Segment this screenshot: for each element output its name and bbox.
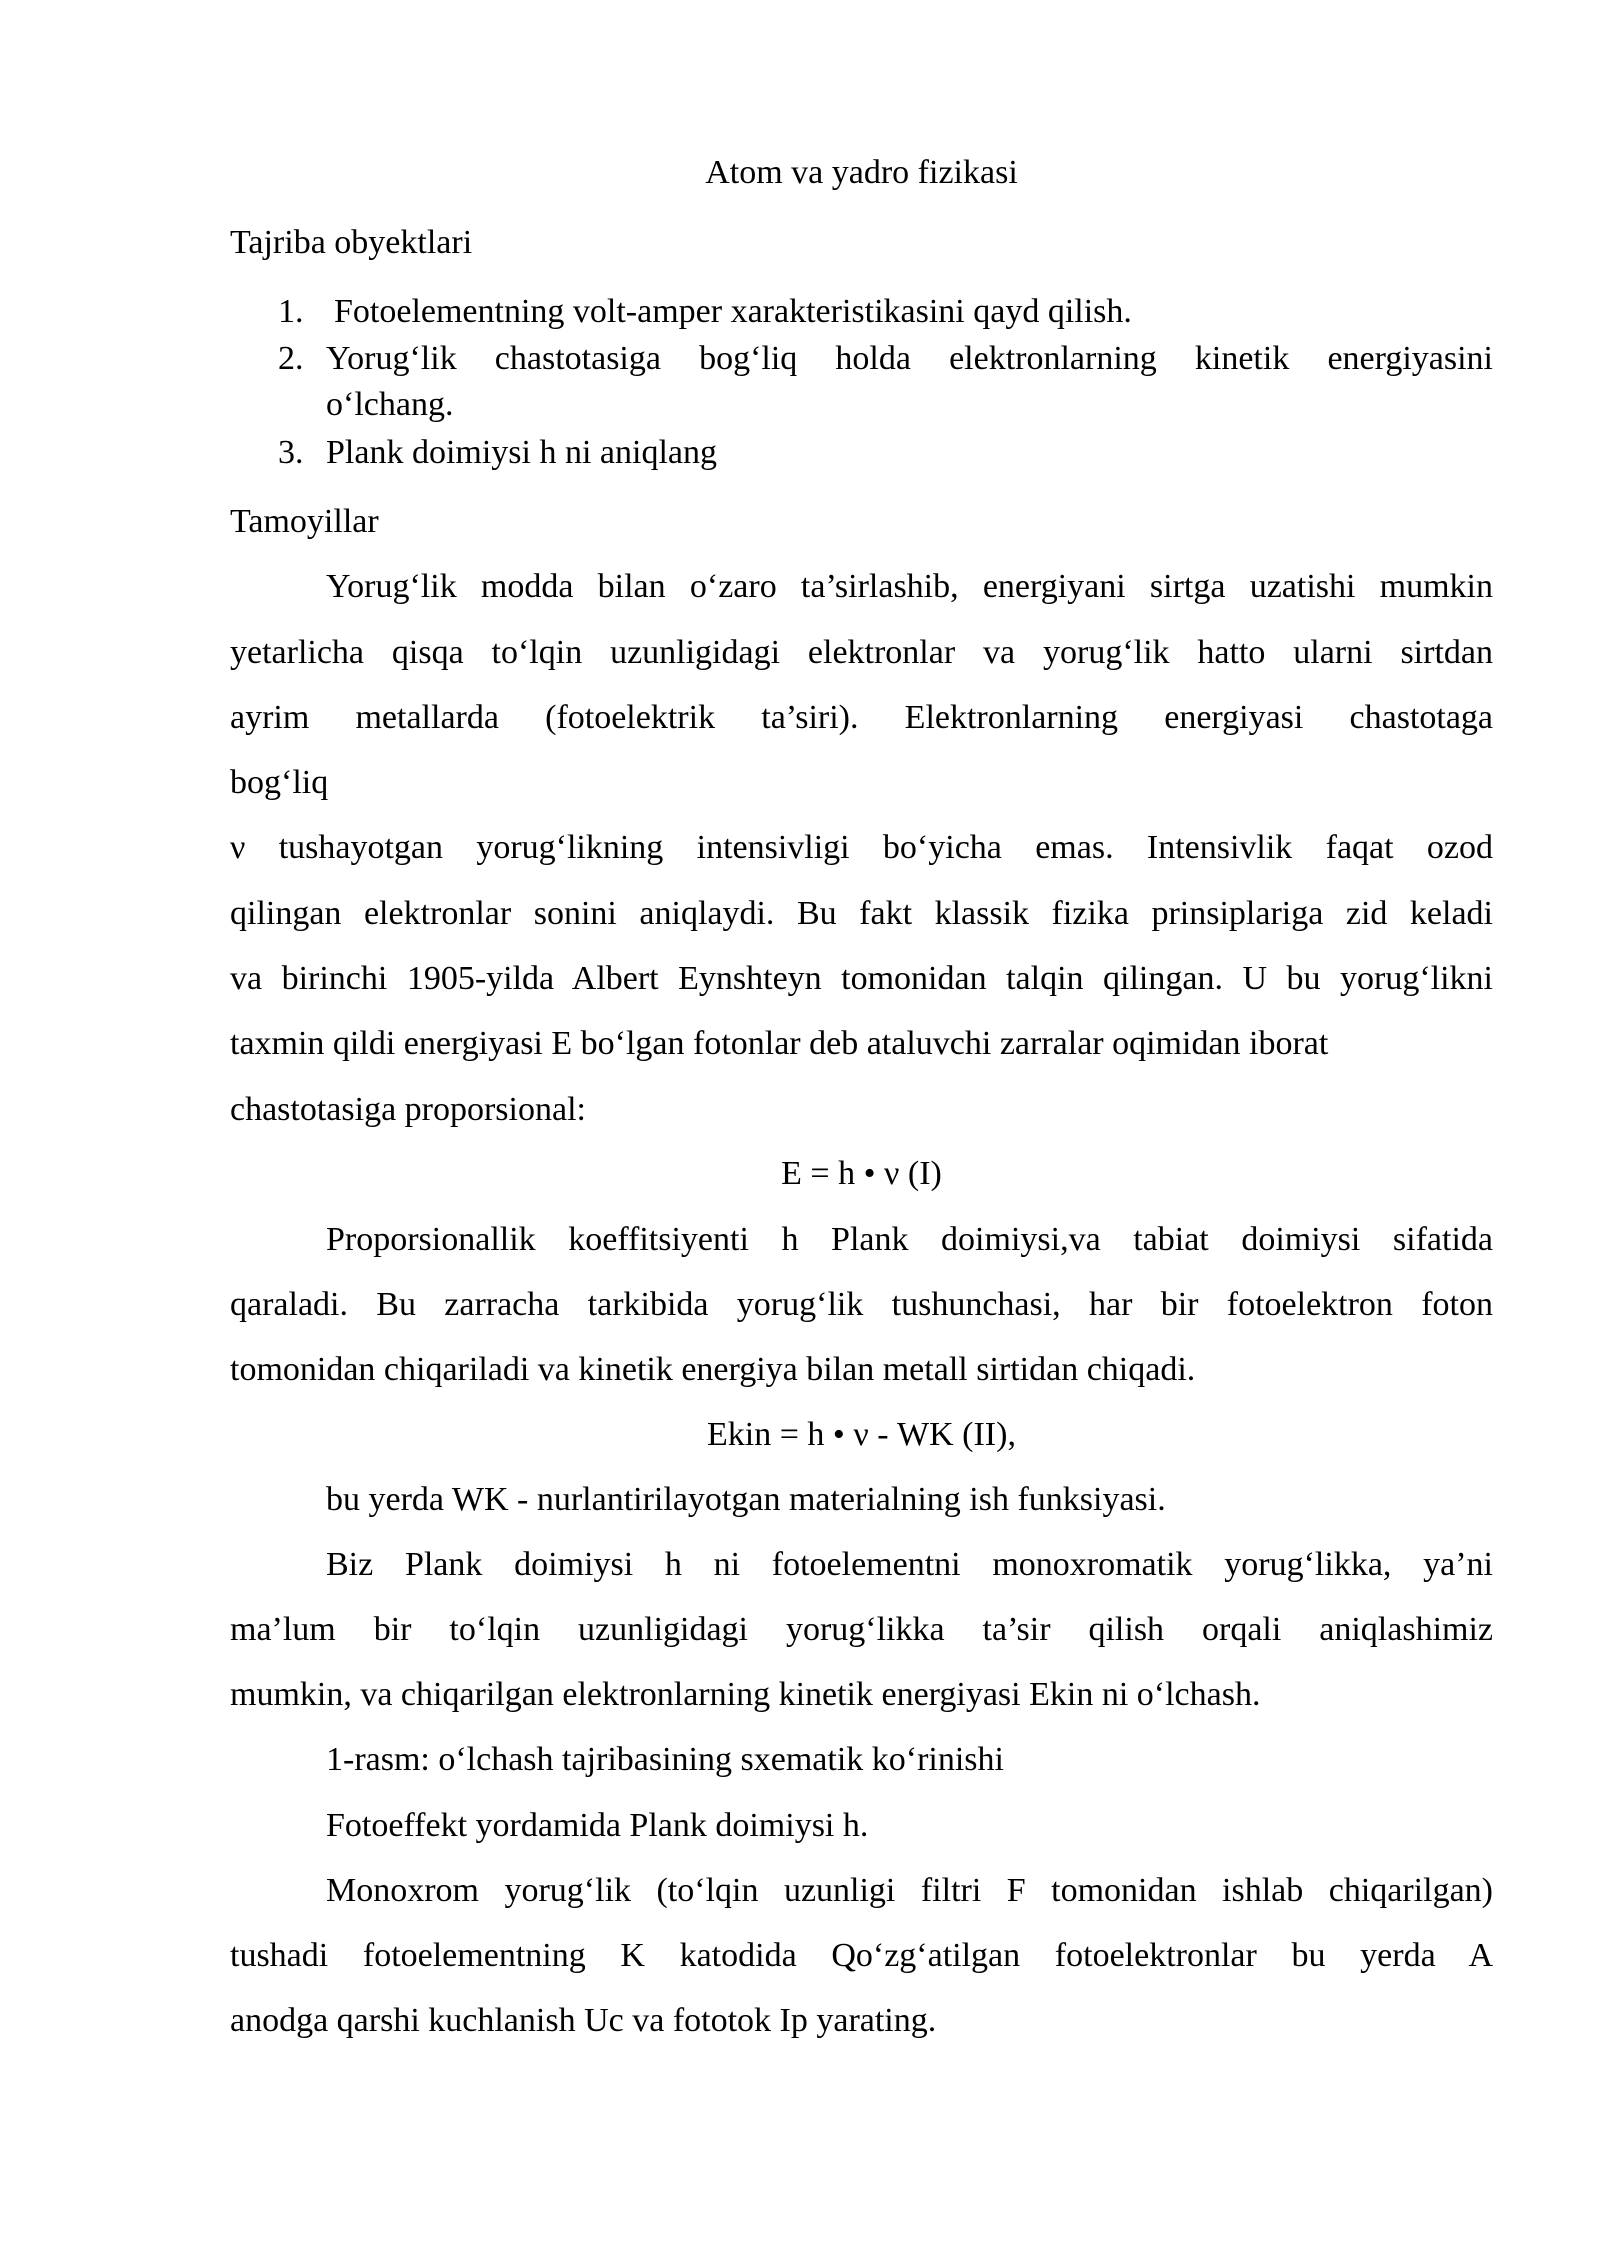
paragraph-line: qilingan elektronlar sonini aniqlaydi. Bu fakt klassik fizika prinsiplariga zid keladi (230, 895, 1493, 932)
list-item-continued: o‘lchang. (326, 386, 454, 423)
section-heading-objects: Tajriba obyektlari (230, 224, 473, 261)
list-item: Yorug‘lik chastotasiga bog‘liq holda elektronlarning kinetik energiyasini (326, 340, 1493, 377)
paragraph-line: mumkin, va chiqarilgan elektronlarning kinetik energiyasi Ekin ni o‘lchash. (230, 1676, 1261, 1713)
paragraph-line: ayrim metallarda (fotoelektrik ta’siri). Elektronlarning energiyasi chastotaga (230, 699, 1493, 736)
paragraph-line: Proporsionallik koeffitsiyenti h Plank doimiysi,va tabiat doimiysi sifatida (326, 1221, 1493, 1258)
list-number: 1. (278, 293, 304, 330)
equation-2: Ekin = h • ν - WK (II), (707, 1416, 1016, 1453)
paragraph-line: yetarlicha qisqa to‘lqin uzunligidagi elektronlar va yorug‘lik hatto ularni sirtdan (230, 634, 1493, 671)
paragraph-line: taxmin qildi energiyasi E bo‘lgan fotonlar deb ataluvchi zarralar oqimidan iborat (230, 1025, 1329, 1062)
paragraph-line: Yorug‘lik modda bilan o‘zaro ta’sirlashib, energiyani sirtga uzatishi mumkin (326, 568, 1493, 605)
paragraph-line: qaraladi. Bu zarracha tarkibida yorug‘lik tushunchasi, har bir fotoelektron foton (230, 1286, 1493, 1323)
paragraph-line: Biz Plank doimiysi h ni fotoelementni monoxromatik yorug‘likka, ya’ni (326, 1546, 1493, 1583)
paragraph-line: va birinchi 1905-yilda Albert Eynshteyn tomonidan talqin qilingan. U bu yorug‘likni (230, 960, 1493, 997)
paragraph-line: Monoxrom yorug‘lik (to‘lqin uzunligi filtri F tomonidan ishlab chiqarilgan) (326, 1872, 1493, 1909)
paragraph-line: tushadi fotoelementning K katodida Qo‘zg‘atilgan fotoelektronlar bu yerda A (230, 1937, 1493, 1974)
figure-caption: 1-rasm: o‘lchash tajribasining sxematik ko‘rinishi (326, 1741, 1004, 1778)
page-title: Atom va yadro fizikasi (705, 154, 1018, 191)
list-number: 3. (278, 434, 304, 471)
paragraph-line: anodga qarshi kuchlanish Uc va fototok Ip yarating. (230, 2002, 937, 2039)
list-item: Fotoelementning volt-amper xarakteristikasini qayd qilish. (334, 293, 1132, 330)
equation-1: E = h • ν (I) (781, 1155, 942, 1192)
paragraph-line: tomonidan chiqariladi va kinetik energiya bilan metall sirtidan chiqadi. (230, 1351, 1196, 1388)
paragraph-line: chastotasiga proporsional: (230, 1091, 586, 1128)
figure-caption-subtitle: Fotoeffekt yordamida Plank doimiysi h. (326, 1807, 869, 1844)
paragraph-line: bog‘liq (230, 764, 329, 801)
paragraph-line: ν tushayotgan yorug‘likning intensivligi bo‘yicha emas. Intensivlik faqat ozod (230, 829, 1493, 866)
paragraph-line: ma’lum bir to‘lqin uzunligidagi yorug‘likka ta’sir qilish orqali aniqlashimiz (230, 1611, 1493, 1648)
list-item: Plank doimiysi h ni aniqlang (326, 434, 717, 471)
list-number: 2. (278, 340, 304, 377)
section-heading-principles: Tamoyillar (230, 503, 379, 540)
paragraph-3: bu yerda WK - nurlantirilayotgan materialning ish funksiyasi. (326, 1481, 1166, 1518)
